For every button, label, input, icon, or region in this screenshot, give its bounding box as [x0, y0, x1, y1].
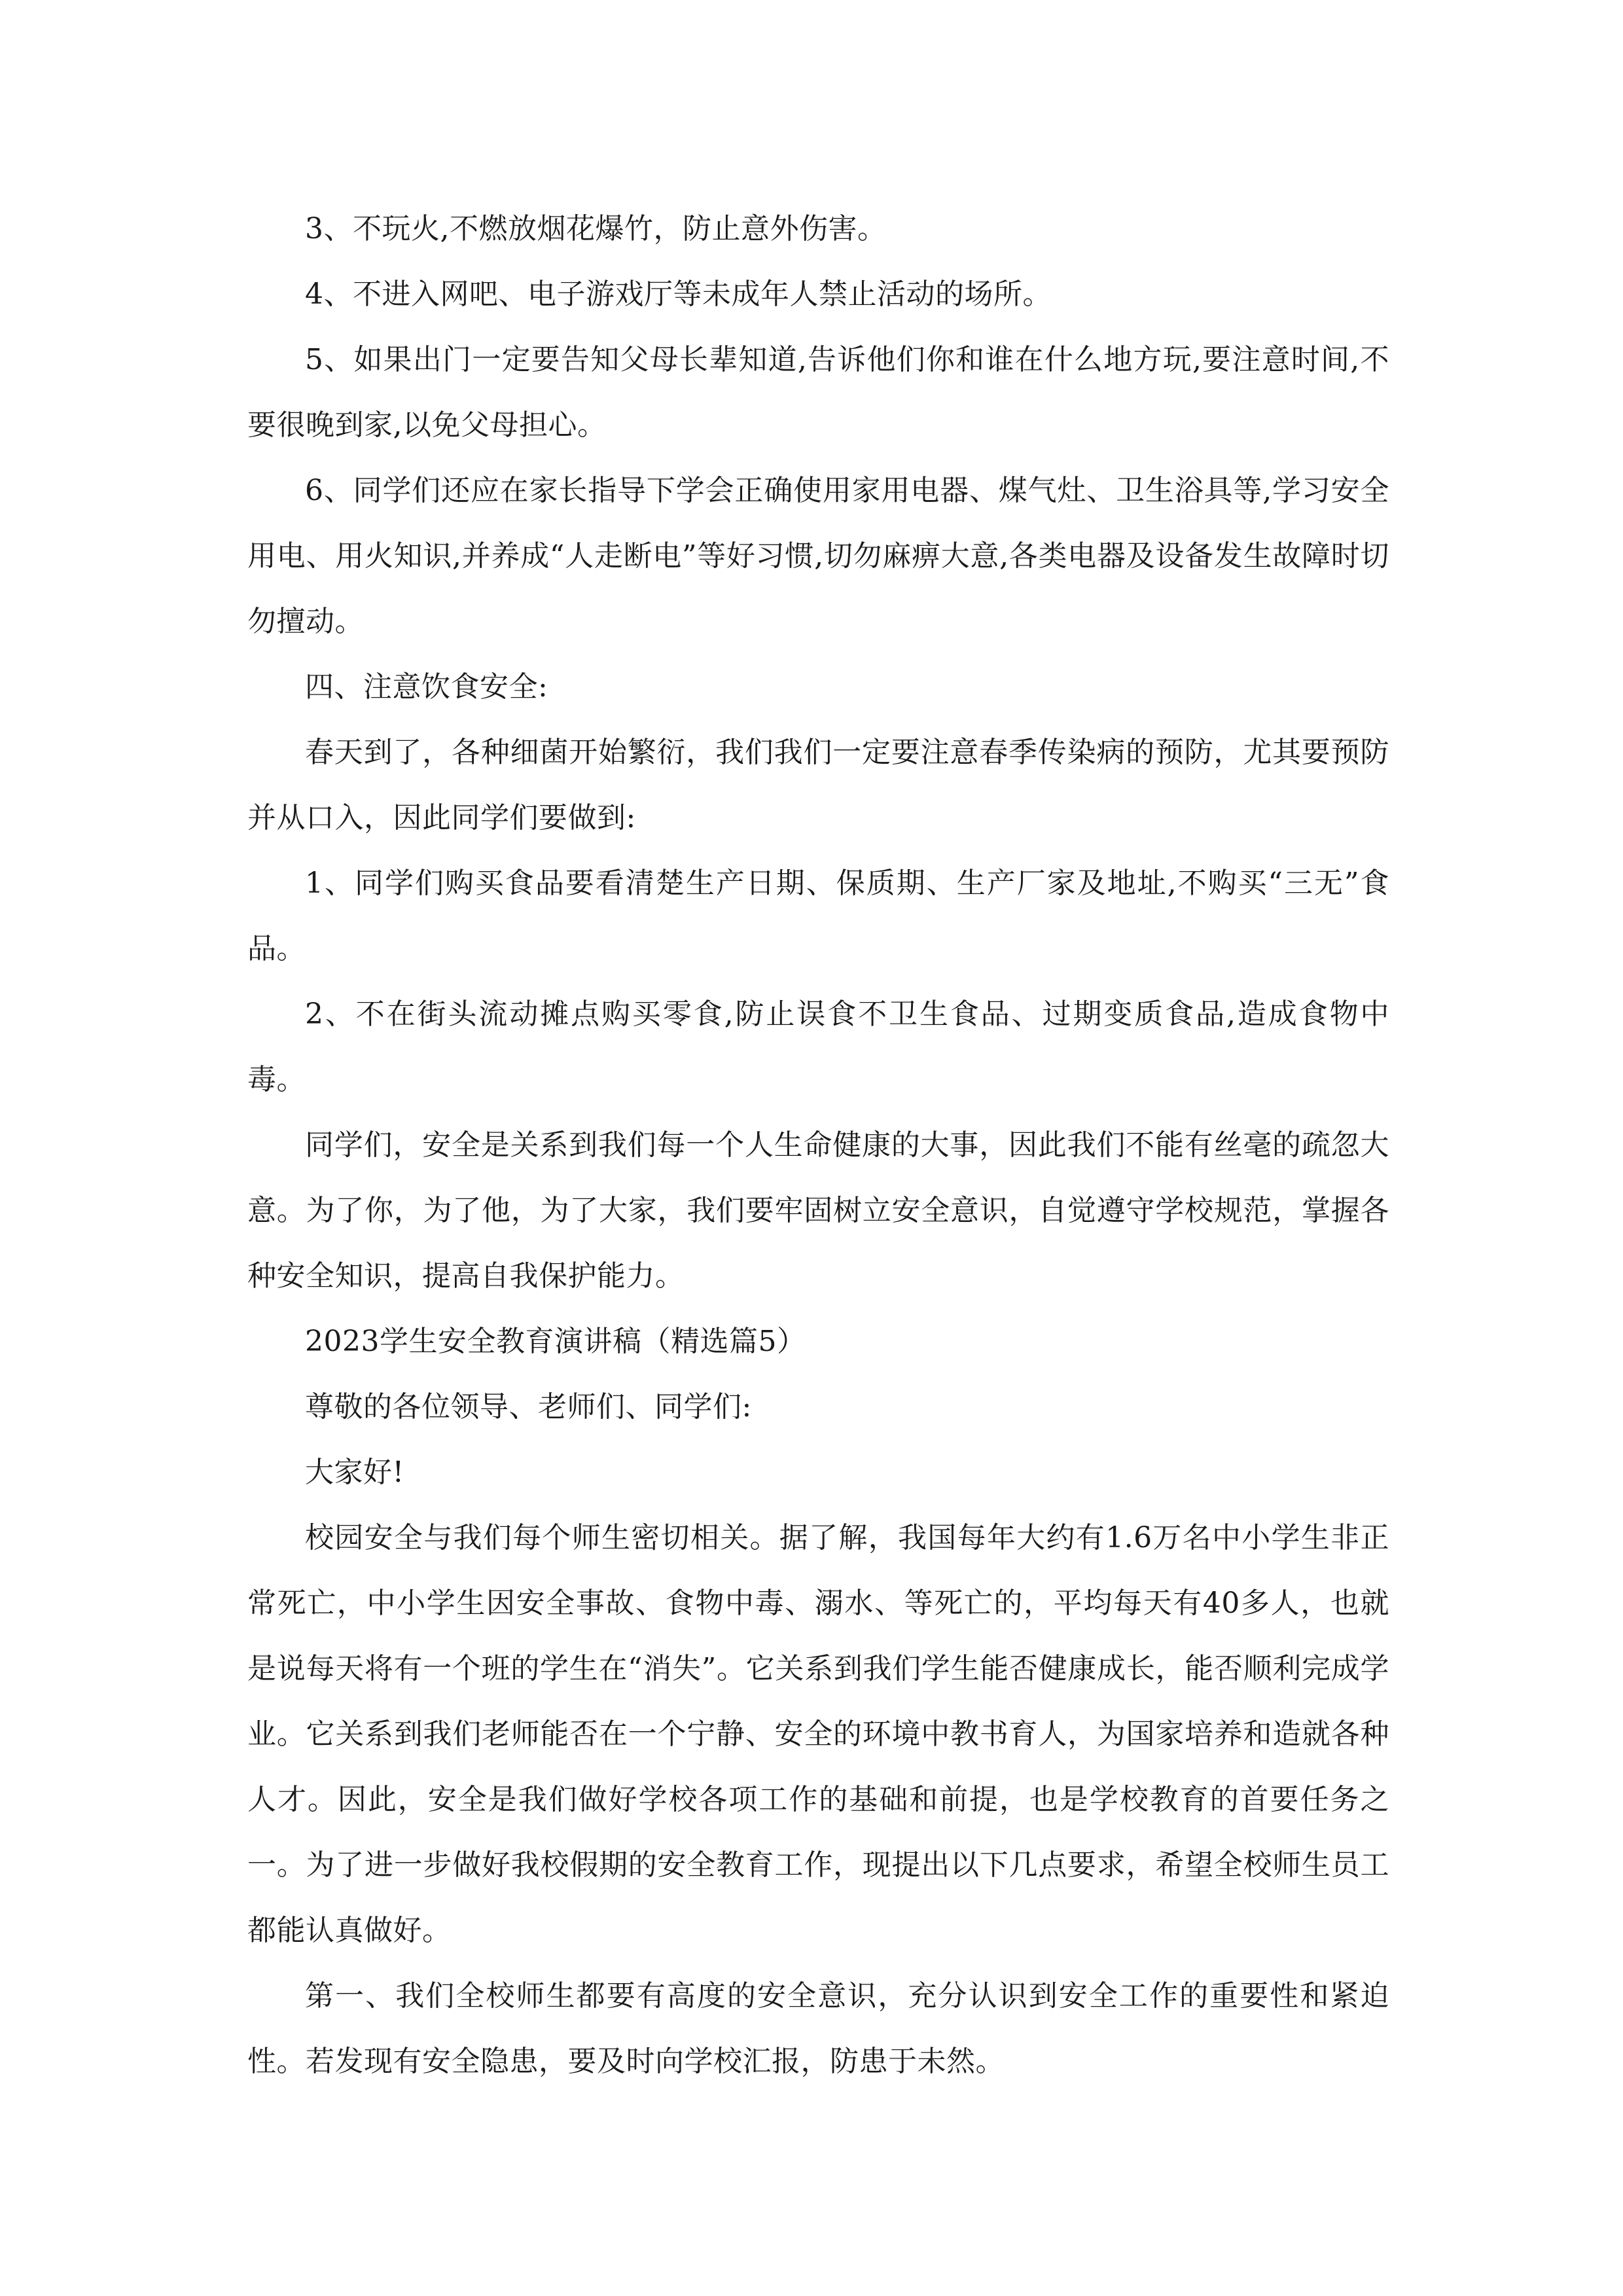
greeting: 大家好! — [305, 1456, 404, 1489]
section-heading-food-safety: 四、注意饮食安全: — [305, 670, 548, 704]
speech-title: 2023学生安全教育演讲稿（精选篇5） — [305, 1325, 806, 1358]
document-body — [247, 196, 1389, 2094]
paragraph-campus-safety: 校园安全与我们每个师生密切相关。据了解，我国每年大约有1.6万名中小学生非正常死亡，中小学生因安全事故、食物中毒、溺水、等死亡的，平均每天有40多人，也就是说每天将有一个班的学生在“消失”。它关系到我们学生能否健康成长，能否顺利完成学业。它关系到我们老师能否在一个宁静、安全的环境中教书育人，为国家培养和造就各种人才。因此，安全是我们做好学校各项工作的基础和前提，也是学校教育的首要任务之一。为了进一步做好我校假期的安全教育工作，现提出以下几点要求，希望全校师生员工都能认真做好。 — [247, 1521, 1389, 1947]
paragraph-item-5: 5、如果出门一定要告知父母长辈知道,告诉他们你和谁在什么地方玩,要注意时间,不要很晚到家,以免父母担心。 — [247, 343, 1389, 442]
paragraph-item-4: 4、不进入网吧、电子游戏厅等未成年人禁止活动的场所。 — [305, 278, 1052, 311]
paragraph-conclusion: 同学们，安全是关系到我们每一个人生命健康的大事，因此我们不能有丝毫的疏忽大意。为了你，为了他，为了大家，我们要牢固树立安全意识，自觉遵守学校规范，掌握各种安全知识，提高自我保护能力。 — [247, 1128, 1389, 1293]
paragraph-requirement-1: 第一、我们全校师生都要有高度的安全意识，充分认识到安全工作的重要性和紧迫性。若发现有安全隐患，要及时向学校汇报，防患于未然。 — [247, 1979, 1389, 2078]
salutation: 尊敬的各位领导、老师们、同学们: — [305, 1390, 752, 1424]
paragraph-item-3: 3、不玩火,不燃放烟花爆竹，防止意外伤害。 — [305, 212, 887, 245]
paragraph-spring-intro: 春天到了，各种细菌开始繁衍，我们我们一定要注意春季传染病的预防，尤其要预防并从口入，因此同学们要做到: — [247, 736, 1389, 834]
paragraph-item-6: 6、同学们还应在家长指导下学会正确使用家用电器、煤气灶、卫生浴具等,学习安全用电、用火知识,并养成“人走断电”等好习惯,切勿麻痹大意,各类电器及设备发生故障时切勿擅动。 — [247, 474, 1389, 638]
paragraph-food-item-2: 2、不在街头流动摊点购买零食,防止误食不卫生食品、过期变质食品,造成食物中毒。 — [247, 997, 1389, 1096]
paragraph-food-item-1: 1、同学们购买食品要看清楚生产日期、保质期、生产厂家及地址,不购买“三无”食品。 — [247, 867, 1389, 965]
